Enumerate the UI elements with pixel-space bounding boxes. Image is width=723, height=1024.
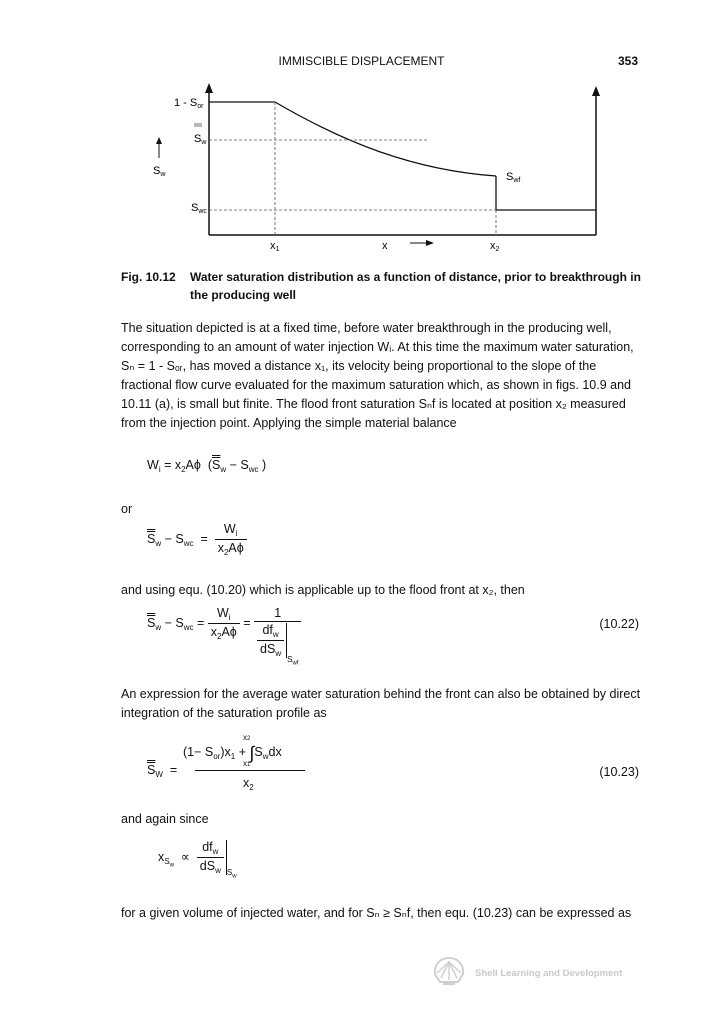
left-axis-arrow	[205, 83, 213, 93]
equation-sw-average: $S_w - S_{wc}$ = $\frac{W_i}{x_2A\phi}$	[147, 522, 247, 557]
footer-text: Shell Learning and Development	[475, 968, 623, 979]
label-x2: x	[490, 240, 496, 252]
label-x: x	[382, 240, 388, 252]
shell-logo-icon	[432, 956, 466, 986]
svg-text:Swf: Swf	[506, 171, 521, 184]
x-arrow-head	[426, 240, 434, 246]
equation-number-10-22: (10.22)	[599, 617, 639, 631]
equation-10-22: $S_w - S_{wc}$ = $\frac{W_i}{x_2A\phi}$ = 1 $\frac{df_w}{dS_w}$ $_{S_{wf}}$	[147, 606, 301, 666]
caption-label: Fig. 10.12	[121, 270, 176, 284]
paragraph-3: An expression for the average water saturation behind the front can also be obtained by direct integration of the saturation profile as	[121, 687, 641, 720]
label-sw-axis: S	[153, 165, 161, 177]
paragraph-2: and using equ. (10.20) which is applicable up to the flood front at x₂, then	[121, 583, 525, 597]
right-axis-arrow	[592, 86, 600, 96]
svg-text:Sw: Sw	[153, 165, 166, 178]
label-swc: S	[191, 202, 199, 214]
paragraph-1: The situation depicted is at a fixed time, before water breakthrough in the producing well, corresponding to an amount of water injection Wᵢ. At this time the maximum water saturation, Sₙ = 1 - Sₒᵣ, has moved a distance x₁, its velocity being proportional to the slope of the fractional flow curve evaluated for the maximum saturation which, as shown in figs. 10.9 and 10.11 (a), is small but finite. The flood front saturation Sₙf is located at position x₂ measured from the injection point. Applying the simple material balance	[121, 321, 634, 430]
label-x1: x	[270, 240, 276, 252]
saturation-profile-figure	[120, 80, 610, 260]
paragraph-5: for a given volume of injected water, and for Sₙ ≥ Sₙf, then equ. (10.23) can be expressed as	[121, 906, 632, 920]
label-sw-bar: S	[194, 133, 202, 145]
svg-text:x2: x2	[490, 240, 500, 253]
svg-text:x1: x1	[270, 240, 280, 253]
running-header-title: IMMISCIBLE DISPLACEMENT	[278, 54, 445, 68]
equation-material-balance: $W_i = x_2A\phi$ ($S_w - S_{wc}$ )	[147, 458, 267, 474]
profile-curve	[275, 102, 496, 176]
equation-number-10-23: (10.23)	[599, 765, 639, 779]
label-1-sor: 1 - S	[174, 97, 198, 109]
svg-text:1 - Sor: 1 - Sor	[174, 97, 204, 110]
equation-proportionality: $x_{S_w}$ ∝ $\frac{df_w}{dS_w}$ $_{S_w}$	[158, 840, 237, 880]
svg-text:Sw: Sw	[194, 133, 207, 146]
sw-arrow-head	[156, 137, 162, 144]
paragraph-4: and again since	[121, 812, 209, 826]
word-or: or	[121, 502, 133, 516]
label-swf: S	[506, 171, 514, 183]
page-number: 353	[617, 54, 638, 68]
svg-text:Swc: Swc	[191, 202, 207, 215]
caption-text: Water saturation distribution as a function of distance, prior to breakthrough in the producing well	[190, 270, 641, 302]
